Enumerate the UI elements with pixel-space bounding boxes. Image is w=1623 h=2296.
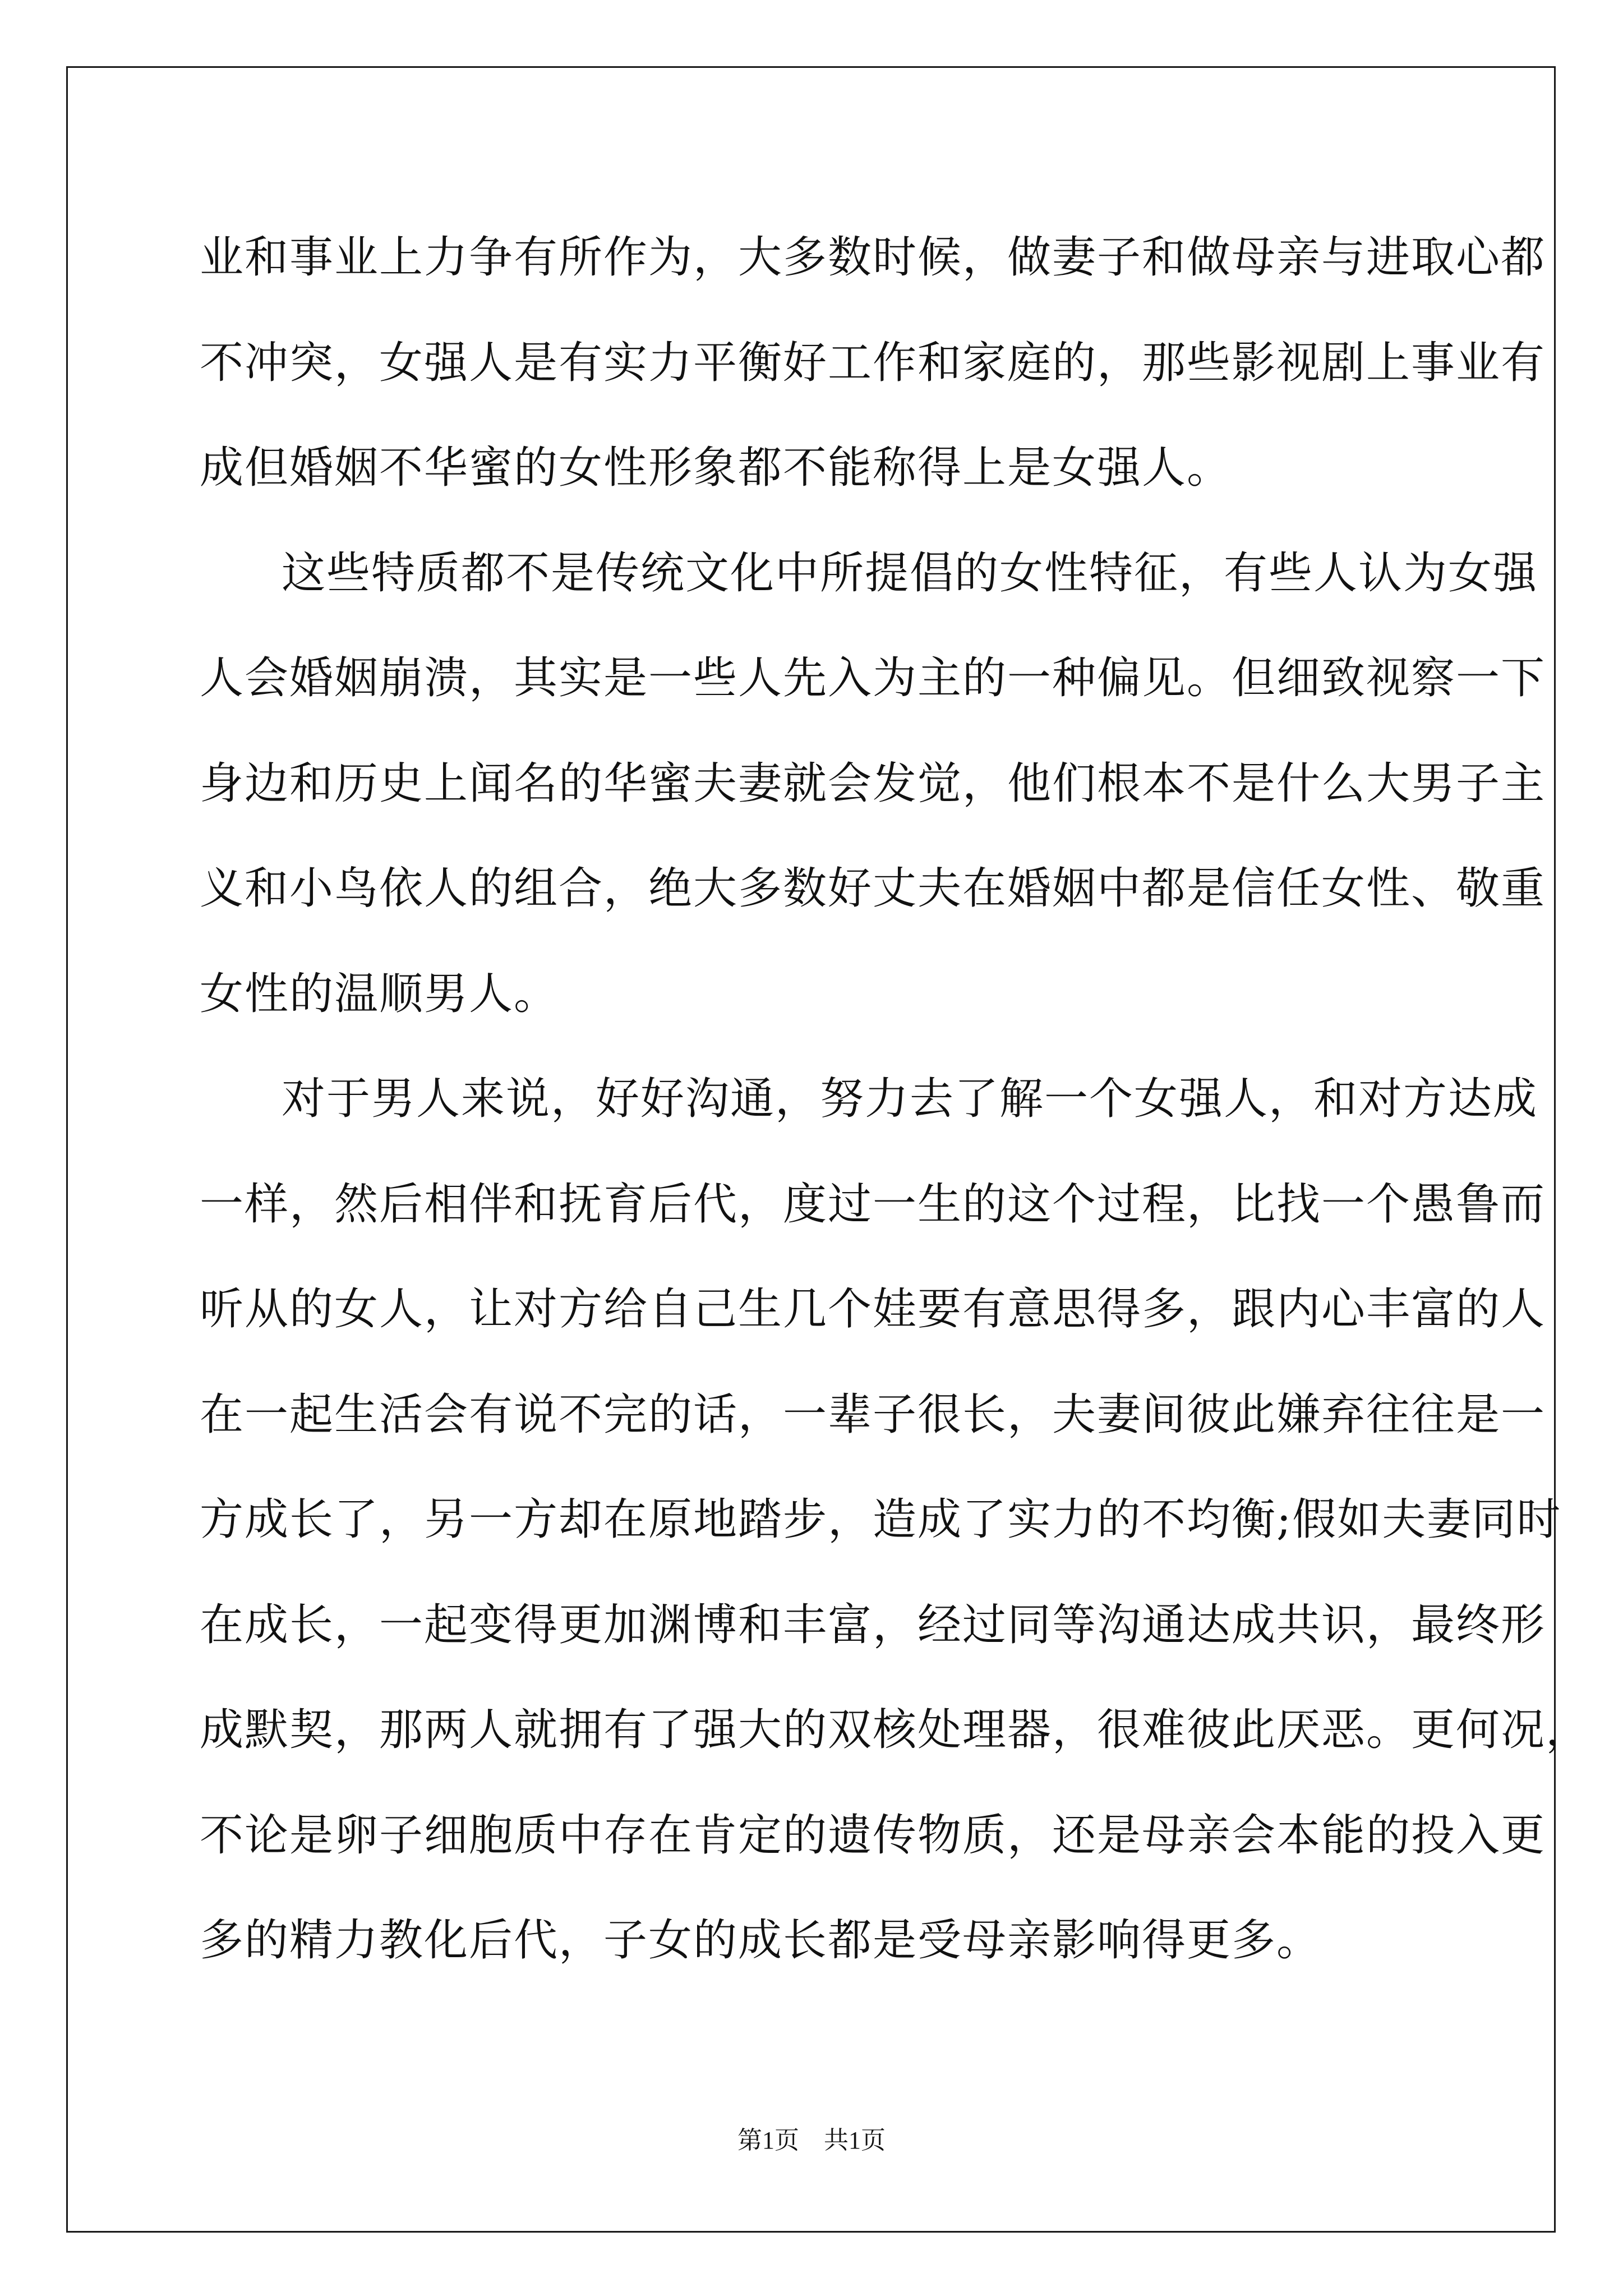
text-line: 成默契，那两人就拥有了强大的双核处理器，很难彼此厌恶。更何况，	[200, 1705, 1591, 1755]
text-line: 在一起生活会有说不完的话，一辈子很长，夫妻间彼此嫌弃往往是一	[200, 1389, 1546, 1440]
paragraph-first-line: 对于男人来说，好好沟通，努力去了解一个女强人，和对方达成	[282, 1074, 1538, 1124]
document-body	[200, 205, 1591, 1994]
text-line: 人会婚姻崩溃，其实是一些人先入为主的一种偏见。但细致视察一下	[200, 653, 1546, 703]
text-line: 成但婚姻不华蜜的女性形象都不能称得上是女强人。	[200, 443, 1232, 493]
text-line: 方成长了，另一方却在原地踏步，造成了实力的不均衡;假如夫妻同时	[200, 1494, 1562, 1545]
text-line: 不论是卵子细胞质中存在肯定的遗传物质，还是母亲会本能的投入更	[200, 1810, 1546, 1861]
text-line: 一样，然后相伴和抚育后代，度过一生的这个过程，比找一个愚鲁而	[200, 1179, 1546, 1230]
text-line: 身边和历史上闻名的华蜜夫妻就会发觉，他们根本不是什么大男子主	[200, 758, 1546, 809]
text-line: 听从的女人，让对方给自己生几个娃要有意思得多，跟内心丰富的人	[200, 1284, 1546, 1335]
text-line: 女性的温顺男人。	[200, 968, 559, 1019]
text-line: 业和事业上力争有所作为，大多数时候，做妻子和做母亲与进取心都	[200, 232, 1546, 283]
text-line: 多的精力教化后代，子女的成长都是受母亲影响得更多。	[200, 1915, 1322, 1966]
paragraph-first-line: 这些特质都不是传统文化中所提倡的女性特征，有些人认为女强	[282, 547, 1538, 599]
text-line: 不冲突，女强人是有实力平衡好工作和家庭的，那些影视剧上事业有	[200, 337, 1546, 388]
text-line: 义和小鸟依人的组合，绝大多数好丈夫在婚姻中都是信任女性、敬重	[200, 863, 1546, 914]
page-number-footer: 第1页 共1页	[737, 2127, 886, 2154]
text-line: 在成长，一起变得更加渊博和丰富，经过同等沟通达成共识，最终形	[200, 1599, 1546, 1650]
